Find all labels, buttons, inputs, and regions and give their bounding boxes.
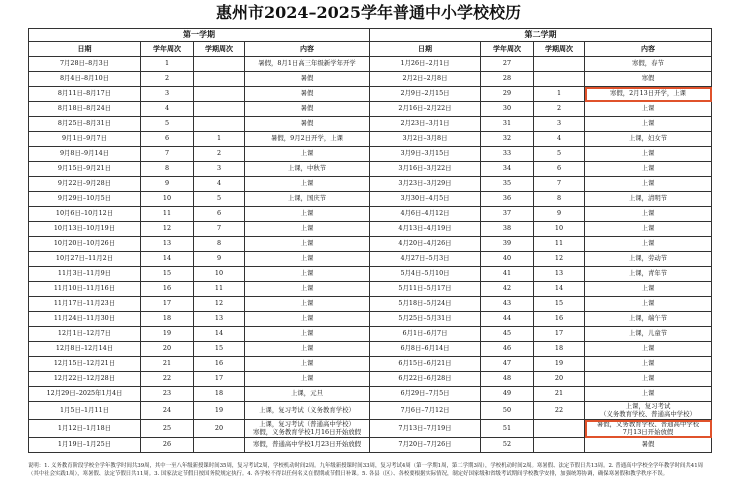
school-week-cell: 36 — [481, 192, 534, 207]
term-week-cell: 4 — [534, 132, 585, 147]
term-week-cell: 15 — [534, 297, 585, 312]
date-cell: 3月23日–3月29日 — [370, 177, 481, 192]
term-week-cell: 12 — [194, 297, 245, 312]
school-week-cell: 16 — [141, 282, 194, 297]
date-cell: 12月22日–12月28日 — [29, 372, 141, 387]
school-week-cell: 30 — [481, 102, 534, 117]
term-week-cell: 21 — [534, 387, 585, 402]
content-cell: 上课 — [245, 297, 370, 312]
school-week-cell: 14 — [141, 252, 194, 267]
table-row — [29, 267, 712, 282]
school-week-cell: 5 — [141, 117, 194, 132]
content-cell: 寒假 — [585, 72, 712, 87]
school-week-cell: 39 — [481, 237, 534, 252]
term-week-cell — [194, 102, 245, 117]
content-cell: 上课 — [245, 312, 370, 327]
date-cell: 1月19日–1月25日 — [29, 438, 141, 453]
date-cell: 4月13日–4月19日 — [370, 222, 481, 237]
school-week-cell: 46 — [481, 342, 534, 357]
school-week-cell: 51 — [481, 420, 534, 438]
date-cell: 12月8日–12月14日 — [29, 342, 141, 357]
school-week-cell: 19 — [141, 327, 194, 342]
table-row — [29, 420, 712, 438]
date-cell: 7月20日–7月26日 — [370, 438, 481, 453]
term-week-cell — [194, 117, 245, 132]
page-title: 惠州市2024–2025学年普通中小学校校历 — [215, 3, 522, 22]
school-week-cell: 1 — [141, 57, 194, 72]
content-cell — [585, 402, 712, 420]
term-week-cell — [534, 57, 585, 72]
date-cell: 7月13日–7月19日 — [370, 420, 481, 438]
content-cell — [245, 420, 370, 438]
school-week-cell: 25 — [141, 420, 194, 438]
term-week-cell: 4 — [194, 177, 245, 192]
school-week-cell: 23 — [141, 387, 194, 402]
table-row — [29, 342, 712, 357]
content-cell: 上课 — [245, 327, 370, 342]
date-cell: 9月22日–9月28日 — [29, 177, 141, 192]
date-cell: 6月8日–6月14日 — [370, 342, 481, 357]
term-week-cell: 2 — [194, 147, 245, 162]
term-week-cell: 2 — [534, 102, 585, 117]
col-term-week: 学期周次 — [194, 42, 245, 57]
school-week-cell: 6 — [141, 132, 194, 147]
content-cell: 上课 — [585, 177, 712, 192]
table-row — [29, 132, 712, 147]
school-week-cell: 20 — [141, 342, 194, 357]
date-cell: 12月1日–12月7日 — [29, 327, 141, 342]
content-cell: 上课 — [585, 282, 712, 297]
term-week-cell: 9 — [534, 207, 585, 222]
table-row — [29, 177, 712, 192]
term-week-cell: 18 — [194, 387, 245, 402]
content-cell: 上课，国庆节 — [245, 192, 370, 207]
term-week-cell: 13 — [194, 312, 245, 327]
date-cell: 3月9日–3月15日 — [370, 147, 481, 162]
content-cell: 寒假，2月13日开学，上课 — [585, 87, 712, 102]
school-week-cell: 10 — [141, 192, 194, 207]
date-cell: 11月3日–11月9日 — [29, 267, 141, 282]
table-row — [29, 387, 712, 402]
date-cell: 3月2日–3月8日 — [370, 132, 481, 147]
school-week-cell: 22 — [141, 372, 194, 387]
school-week-cell: 38 — [481, 222, 534, 237]
date-cell: 8月11日–8月17日 — [29, 87, 141, 102]
term-week-cell: 19 — [534, 357, 585, 372]
table-row — [29, 57, 712, 72]
content-cell: 暑假 — [245, 117, 370, 132]
term-week-cell: 14 — [194, 327, 245, 342]
term-week-cell: 12 — [534, 252, 585, 267]
table-row — [29, 87, 712, 102]
date-cell: 11月10日–11月16日 — [29, 282, 141, 297]
school-week-cell: 44 — [481, 312, 534, 327]
table-row — [29, 207, 712, 222]
content-cell: 上课，元旦 — [245, 387, 370, 402]
term-week-cell: 15 — [194, 342, 245, 357]
content-cell: 寒假，普通高中学校1月23日开始放假 — [245, 438, 370, 453]
term-week-cell: 17 — [194, 372, 245, 387]
term-week-cell: 14 — [534, 282, 585, 297]
content-cell: 上课 — [245, 237, 370, 252]
school-week-cell: 50 — [481, 402, 534, 420]
content-cell: 上课 — [245, 252, 370, 267]
table-row — [29, 357, 712, 372]
table-row — [29, 102, 712, 117]
date-cell: 7月28日–8月3日 — [29, 57, 141, 72]
date-cell: 1月26日–2月1日 — [370, 57, 481, 72]
content-cell: 上课，青年节 — [585, 267, 712, 282]
term-week-cell: 13 — [534, 267, 585, 282]
term-week-cell: 1 — [534, 87, 585, 102]
school-week-cell: 41 — [481, 267, 534, 282]
content-cell: 上课，妇女节 — [585, 132, 712, 147]
term-week-cell: 16 — [534, 312, 585, 327]
term-week-cell: 7 — [194, 222, 245, 237]
content-line: 暑假，义务教育学校、普通高中学校 — [596, 420, 700, 429]
term-week-cell: 5 — [194, 192, 245, 207]
term-week-cell: 8 — [534, 192, 585, 207]
school-week-cell: 48 — [481, 372, 534, 387]
school-week-cell: 49 — [481, 387, 534, 402]
term-week-cell: 10 — [194, 267, 245, 282]
term-week-cell — [534, 438, 585, 453]
content-cell: 上课 — [585, 237, 712, 252]
col-content: 内容 — [585, 42, 712, 57]
date-cell: 7月6日–7月12日 — [370, 402, 481, 420]
school-week-cell: 9 — [141, 177, 194, 192]
content-cell: 上课，劳动节 — [585, 252, 712, 267]
school-week-cell: 40 — [481, 252, 534, 267]
term-week-cell — [194, 72, 245, 87]
date-cell: 1月5日–1月11日 — [29, 402, 141, 420]
school-week-cell: 26 — [141, 438, 194, 453]
term-week-cell: 9 — [194, 252, 245, 267]
table-row — [29, 192, 712, 207]
date-cell: 11月24日–11月30日 — [29, 312, 141, 327]
school-week-cell: 29 — [481, 87, 534, 102]
date-cell: 2月2日–2月8日 — [370, 72, 481, 87]
date-cell: 11月17日–11月23日 — [29, 297, 141, 312]
table-row — [29, 372, 712, 387]
date-cell: 6月1日–6月7日 — [370, 327, 481, 342]
term-week-cell: 6 — [534, 162, 585, 177]
school-week-cell: 2 — [141, 72, 194, 87]
content-cell: 上课 — [245, 147, 370, 162]
term-week-cell: 19 — [194, 402, 245, 420]
content-cell: 暑假 — [245, 72, 370, 87]
term-week-cell: 6 — [194, 207, 245, 222]
date-cell: 8月25日–8月31日 — [29, 117, 141, 132]
term-week-cell — [194, 87, 245, 102]
school-week-cell: 31 — [481, 117, 534, 132]
content-cell: 寒假，春节 — [585, 57, 712, 72]
term-week-cell — [534, 420, 585, 438]
content-cell: 上课 — [245, 342, 370, 357]
term-week-cell — [194, 57, 245, 72]
date-cell: 9月8日–9月14日 — [29, 147, 141, 162]
school-week-cell: 18 — [141, 312, 194, 327]
table-row — [29, 162, 712, 177]
col-date: 日期 — [29, 42, 141, 57]
school-week-cell: 34 — [481, 162, 534, 177]
term-week-cell: 3 — [534, 117, 585, 132]
school-week-cell: 47 — [481, 357, 534, 372]
content-cell: 上课 — [585, 297, 712, 312]
footnote: 说明：1. 义务教育阶段学校全学年教学时间共39周，其中一至八年级新授课时间35周，复习考试2周，学校机动时间2周。九年级新授课时间33周，复习考试4周（第一学期1周，第二学期3周），学校机动时间2周。寒暑假、法定节假日共13周。2. 普通高中学校全学年教学时间共41周（其中社会实践1周），寒暑假、法定节假日共11周。3. 国家法定节假日按国务院规定执行。4. 各学校不得以任何名义在假期或节假日补课。5. 各县（区）、各校要根据实际情况，制定好国家级和省级考试期间学校教学安排，加强统筹协调，确保寒暑假和教学秩序不误。 — [28, 463, 704, 477]
table-row — [29, 312, 712, 327]
table-row — [29, 237, 712, 252]
content-line: 上课，复习考试 — [625, 402, 671, 411]
date-cell: 12月29日–2025年1月4日 — [29, 387, 141, 402]
second-semester-header: 第二学期 — [370, 29, 712, 42]
term-week-cell: 22 — [534, 402, 585, 420]
content-cell: 上课 — [245, 267, 370, 282]
school-week-cell: 8 — [141, 162, 194, 177]
col-term-week: 学期周次 — [534, 42, 585, 57]
content-cell: 上课，端午节 — [585, 312, 712, 327]
school-week-cell: 45 — [481, 327, 534, 342]
date-cell: 6月15日–6月21日 — [370, 357, 481, 372]
content-cell: 上课，清明节 — [585, 192, 712, 207]
col-date: 日期 — [370, 42, 481, 57]
school-week-cell: 4 — [141, 102, 194, 117]
date-cell: 5月11日–5月17日 — [370, 282, 481, 297]
date-cell: 4月20日–4月26日 — [370, 237, 481, 252]
date-cell: 4月27日–5月3日 — [370, 252, 481, 267]
table-row — [29, 282, 712, 297]
content-cell: 上课 — [585, 372, 712, 387]
school-week-cell: 52 — [481, 438, 534, 453]
school-calendar-table — [28, 28, 712, 453]
school-week-cell: 7 — [141, 147, 194, 162]
content-cell: 上课 — [585, 162, 712, 177]
table-row — [29, 438, 712, 453]
content-cell: 上课 — [245, 357, 370, 372]
term-week-cell: 11 — [534, 237, 585, 252]
content-cell: 上课 — [585, 387, 712, 402]
content-line: 上课，复习考试（普通高中学校） — [259, 420, 355, 429]
col-school-week: 学年周次 — [141, 42, 194, 57]
date-cell: 9月15日–9月21日 — [29, 162, 141, 177]
content-cell: 上课 — [585, 147, 712, 162]
term-week-cell: 20 — [194, 420, 245, 438]
content-cell: 上课 — [245, 372, 370, 387]
table-row — [29, 222, 712, 237]
date-cell: 5月4日–5月10日 — [370, 267, 481, 282]
school-week-cell: 12 — [141, 222, 194, 237]
content-line: （义务教育学校、普通高中学校） — [600, 409, 696, 418]
term-week-cell: 3 — [194, 162, 245, 177]
date-cell: 10月13日–10月19日 — [29, 222, 141, 237]
term-week-cell — [534, 72, 585, 87]
content-cell: 暑假，8月1日高三年级新学年开学 — [245, 57, 370, 72]
date-cell: 2月16日–2月22日 — [370, 102, 481, 117]
date-cell: 9月1日–9月7日 — [29, 132, 141, 147]
school-week-cell: 37 — [481, 207, 534, 222]
term-week-cell: 8 — [194, 237, 245, 252]
school-week-cell: 21 — [141, 357, 194, 372]
term-week-cell: 16 — [194, 357, 245, 372]
col-school-week: 学年周次 — [481, 42, 534, 57]
date-cell: 6月29日–7月5日 — [370, 387, 481, 402]
content-cell: 暑假 — [585, 438, 712, 453]
table-row — [29, 117, 712, 132]
school-week-cell: 13 — [141, 237, 194, 252]
school-week-cell: 35 — [481, 177, 534, 192]
school-week-cell: 24 — [141, 402, 194, 420]
school-week-cell: 27 — [481, 57, 534, 72]
date-cell: 9月29日–10月5日 — [29, 192, 141, 207]
date-cell: 8月18日–8月24日 — [29, 102, 141, 117]
term-week-cell: 20 — [534, 372, 585, 387]
term-week-cell: 11 — [194, 282, 245, 297]
school-week-cell: 33 — [481, 147, 534, 162]
term-week-cell: 17 — [534, 327, 585, 342]
school-week-cell: 11 — [141, 207, 194, 222]
term-week-cell: 10 — [534, 222, 585, 237]
content-cell: 上课，复习考试（义务教育学校） — [245, 402, 370, 420]
date-cell: 6月22日–6月28日 — [370, 372, 481, 387]
school-week-cell: 42 — [481, 282, 534, 297]
date-cell: 1月12日–1月18日 — [29, 420, 141, 438]
date-cell: 10月6日–10月12日 — [29, 207, 141, 222]
date-cell: 3月30日–4月5日 — [370, 192, 481, 207]
first-semester-header: 第一学期 — [29, 29, 370, 42]
content-cell: 上课 — [585, 222, 712, 237]
content-cell: 上课 — [585, 117, 712, 132]
content-cell: 暑假，9月2日开学，上课 — [245, 132, 370, 147]
school-week-cell: 28 — [481, 72, 534, 87]
date-cell: 3月16日–3月22日 — [370, 162, 481, 177]
school-week-cell: 32 — [481, 132, 534, 147]
term-week-cell — [194, 438, 245, 453]
date-cell: 10月20日–10月26日 — [29, 237, 141, 252]
content-cell: 上课 — [245, 222, 370, 237]
date-cell: 2月23日–3月1日 — [370, 117, 481, 132]
date-cell: 12月15日–12月21日 — [29, 357, 141, 372]
content-cell: 上课 — [245, 177, 370, 192]
school-week-cell: 15 — [141, 267, 194, 282]
table-row — [29, 327, 712, 342]
content-cell: 上课 — [585, 342, 712, 357]
content-cell: 上课 — [585, 207, 712, 222]
col-content: 内容 — [245, 42, 370, 57]
content-cell: 暑假 — [245, 87, 370, 102]
content-line: 寒假，义务教育学校1月16日开始放假 — [252, 427, 362, 436]
content-cell: 上课，中秋节 — [245, 162, 370, 177]
term-week-cell: 18 — [534, 342, 585, 357]
table-row — [29, 147, 712, 162]
content-cell: 上课 — [245, 282, 370, 297]
school-week-cell: 3 — [141, 87, 194, 102]
table-row — [29, 297, 712, 312]
content-cell: 上课 — [585, 357, 712, 372]
content-cell: 上课，儿童节 — [585, 327, 712, 342]
date-cell: 10月27日–11月2日 — [29, 252, 141, 267]
date-cell: 8月4日–8月10日 — [29, 72, 141, 87]
school-week-cell: 43 — [481, 297, 534, 312]
table-row — [29, 402, 712, 420]
content-cell: 上课 — [585, 102, 712, 117]
term-week-cell: 7 — [534, 177, 585, 192]
table-row — [29, 252, 712, 267]
content-cell: 暑假 — [245, 102, 370, 117]
date-cell: 4月6日–4月12日 — [370, 207, 481, 222]
content-cell — [585, 420, 712, 438]
date-cell: 2月9日–2月15日 — [370, 87, 481, 102]
content-cell: 上课 — [245, 207, 370, 222]
school-week-cell: 17 — [141, 297, 194, 312]
date-cell: 5月18日–5月24日 — [370, 297, 481, 312]
term-week-cell: 1 — [194, 132, 245, 147]
date-cell: 5月25日–5月31日 — [370, 312, 481, 327]
term-week-cell: 5 — [534, 147, 585, 162]
content-line: 7月13日开始放假 — [622, 427, 674, 436]
table-row — [29, 72, 712, 87]
